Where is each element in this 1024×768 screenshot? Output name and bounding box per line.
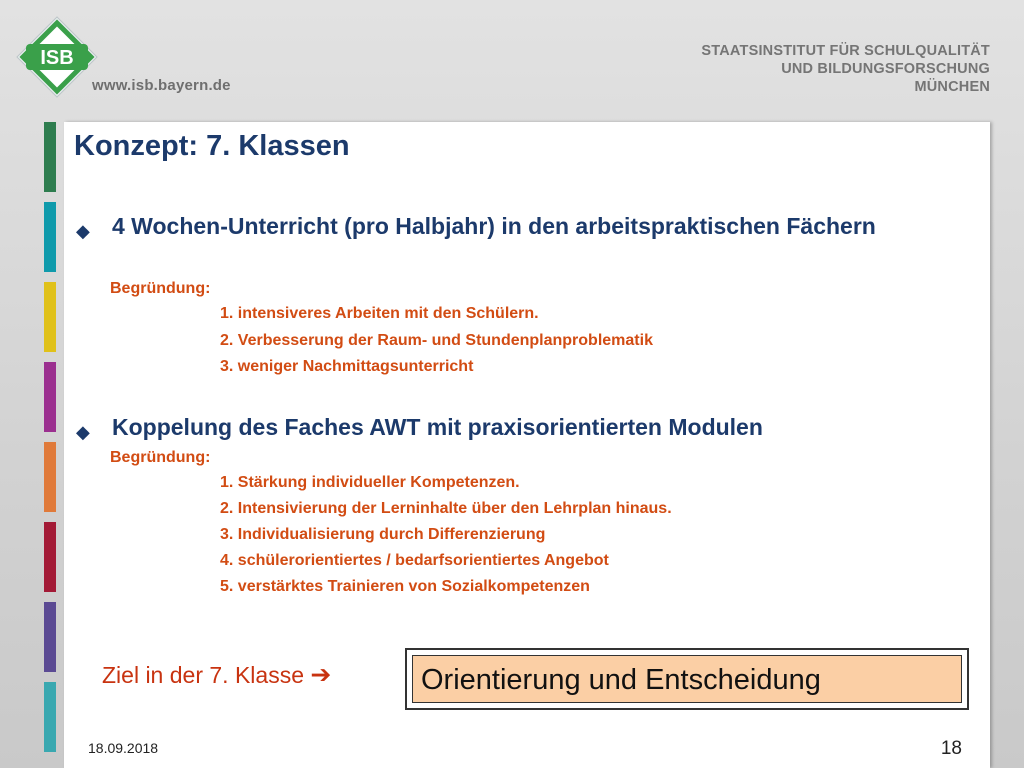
color-stripe	[44, 122, 56, 192]
reason-2-4: 4. schülerorientiertes / bedarfsorientiertes Angebot	[220, 552, 609, 569]
institute-line-2: UND BILDUNGSFORSCHUNG	[781, 61, 990, 77]
isb-logo	[14, 14, 100, 100]
color-stripe	[44, 282, 56, 352]
reason-1-2: 2. Verbesserung der Raum- und Stundenplanproblematik	[220, 332, 653, 349]
bullet-2	[76, 413, 972, 442]
diamond-bullet-icon: ◆	[76, 221, 90, 241]
color-stripe	[44, 522, 56, 592]
logo-url[interactable]: www.isb.bayern.de	[92, 77, 231, 94]
reason-label-2: Begründung:	[110, 449, 211, 466]
slide-date: 18.09.2018	[88, 740, 159, 756]
bullet-2-text: Koppelung des Faches AWT mit praxisorientierten Modulen	[112, 414, 763, 440]
color-stripe	[44, 202, 56, 272]
goal-box	[405, 648, 969, 710]
goal-text: Orientierung und Entscheidung	[421, 664, 821, 696]
bullet-1	[76, 212, 972, 241]
reason-1-1: 1. intensiveres Arbeiten mit den Schülern.	[220, 305, 539, 322]
reason-2-1: 1. Stärkung individueller Kompetenzen.	[220, 474, 520, 491]
color-stripes	[44, 122, 58, 754]
logo-text: ISB	[40, 47, 74, 69]
institute-line-1: STAATSINSTITUT FÜR SCHULQUALITÄT	[701, 43, 990, 59]
slide-title: Konzept: 7. Klassen	[74, 130, 350, 162]
page-number: 18	[940, 738, 962, 759]
institute-line-3: MÜNCHEN	[914, 79, 990, 95]
reason-label-1: Begründung:	[110, 280, 211, 297]
reason-2-5: 5. verstärktes Trainieren von Sozialkompetenzen	[220, 578, 590, 595]
color-stripe	[44, 362, 56, 432]
slide-content	[64, 122, 990, 768]
diamond-bullet-icon: ◆	[76, 422, 90, 442]
color-stripe	[44, 602, 56, 672]
goal-label-text: Ziel in der 7. Klasse	[102, 662, 304, 688]
goal-box-inner	[412, 655, 962, 703]
institute-name	[701, 42, 990, 96]
arrow-right-icon: ➔	[310, 661, 332, 689]
reason-1-3: 3. weniger Nachmittagsunterricht	[220, 358, 474, 375]
color-stripe	[44, 682, 56, 752]
reason-2-2: 2. Intensivierung der Lerninhalte über den Lehrplan hinaus.	[220, 500, 672, 517]
bullet-1-text: 4 Wochen-Unterricht (pro Halbjahr) in den arbeitspraktischen Fächern	[112, 213, 876, 239]
reason-2-3: 3. Individualisierung durch Differenzierung	[220, 526, 546, 543]
goal-label	[102, 660, 331, 690]
color-stripe	[44, 442, 56, 512]
